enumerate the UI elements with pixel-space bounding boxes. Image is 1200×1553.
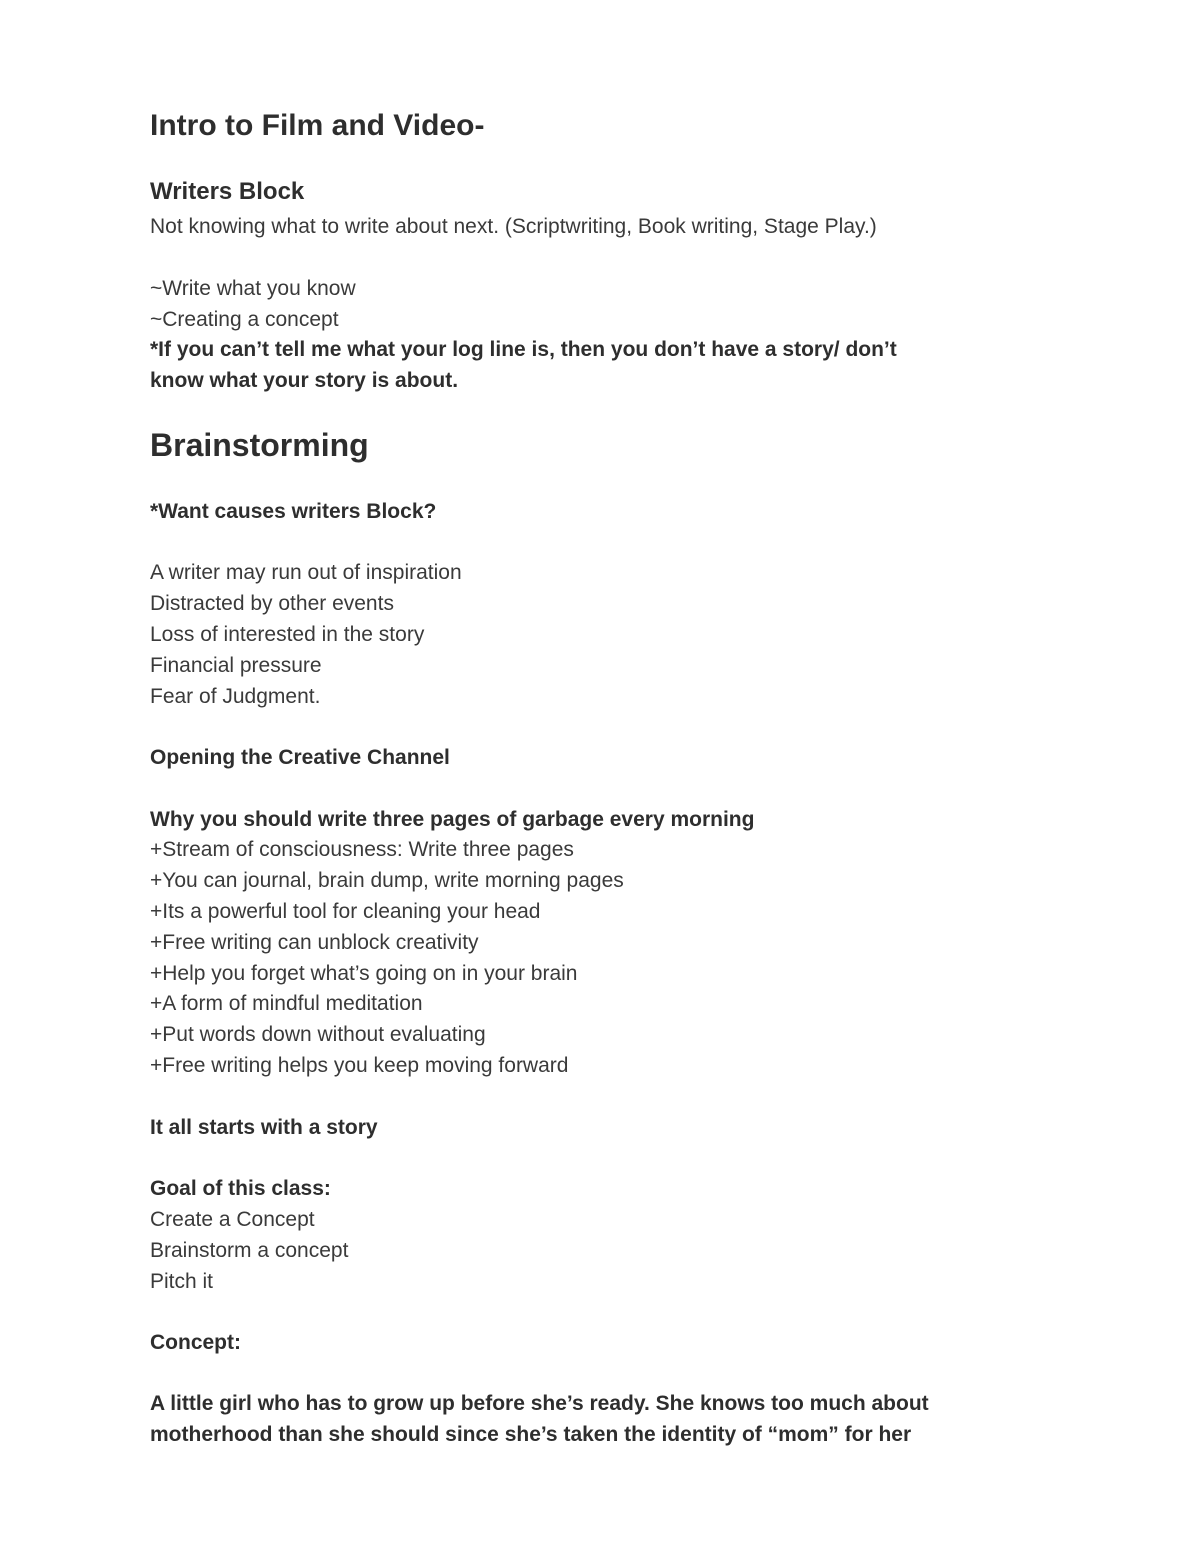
point-item: +Stream of consciousness: Write three pages (150, 838, 574, 861)
writers-block-question: *Want causes writers Block? (150, 500, 437, 523)
point-item: +You can journal, brain dump, write morning pages (150, 869, 624, 892)
log-line-note: *If you can’t tell me what your log line is, then you don’t have a story/ don’t (150, 338, 897, 361)
cause-item: Fear of Judgment. (150, 685, 321, 708)
log-line-note: know what your story is about. (150, 369, 459, 392)
creative-channel-heading: Opening the Creative Channel (150, 746, 450, 769)
cause-item: Distracted by other events (150, 592, 394, 615)
concept-text: A little girl who has to grow up before she’s ready. She knows too much about (150, 1392, 929, 1415)
tip-item: ~Write what you know (150, 277, 356, 300)
goal-item: Brainstorm a concept (150, 1239, 349, 1262)
writers-block-heading: Writers Block (150, 178, 305, 205)
point-item: +Its a powerful tool for cleaning your head (150, 900, 541, 923)
point-item: +Free writing helps you keep moving forward (150, 1054, 569, 1077)
tip-item: ~Creating a concept (150, 308, 339, 331)
point-item: +Free writing can unblock creativity (150, 931, 479, 954)
goal-item: Pitch it (150, 1270, 214, 1293)
writers-block-definition: Not knowing what to write about next. (Scriptwriting, Book writing, Stage Play.) (150, 215, 877, 238)
goal-heading: Goal of this class: (150, 1177, 331, 1200)
point-item: +Put words down without evaluating (150, 1023, 486, 1046)
cause-item: A writer may run out of inspiration (150, 561, 462, 584)
goal-item: Create a Concept (150, 1208, 315, 1231)
cause-item: Loss of interested in the story (150, 623, 425, 646)
brainstorming-heading: Brainstorming (150, 427, 369, 463)
concept-heading: Concept: (150, 1331, 241, 1354)
cause-item: Financial pressure (150, 654, 322, 677)
point-item: +Help you forget what’s going on in your brain (150, 962, 578, 985)
point-item: +A form of mindful meditation (150, 992, 423, 1015)
concept-text: motherhood than she should since she’s taken the identity of “mom” for her (150, 1423, 912, 1446)
creative-channel-subheading: Why you should write three pages of garbage every morning (150, 808, 755, 831)
story-heading: It all starts with a story (150, 1116, 378, 1139)
document-title: Intro to Film and Video- (150, 109, 485, 142)
